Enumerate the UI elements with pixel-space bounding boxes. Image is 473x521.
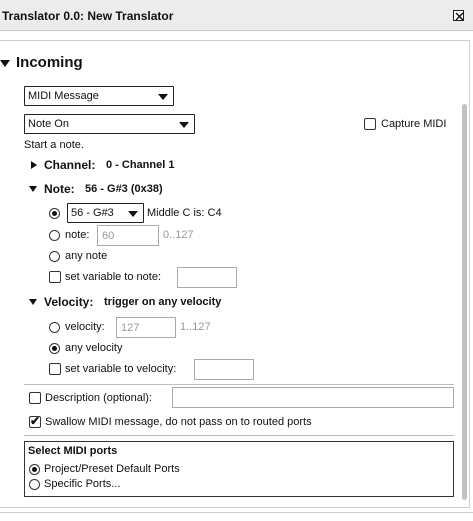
description-field[interactable] — [172, 387, 454, 408]
divider — [24, 384, 454, 385]
divider — [24, 435, 454, 436]
set-variable-note-label: set variable to note: — [65, 271, 162, 283]
note-number-value: 60 — [102, 230, 115, 242]
scrollbar-thumb[interactable] — [462, 104, 467, 500]
velocity-number-radio[interactable] — [49, 322, 60, 333]
swallow-checkbox[interactable] — [29, 416, 41, 428]
collapse-note-icon[interactable] — [29, 186, 37, 192]
title-bar — [0, 0, 473, 31]
default-ports-label: Project/Preset Default Ports — [44, 463, 180, 475]
capture-midi-checkbox[interactable] — [364, 118, 376, 130]
set-variable-note-checkbox[interactable] — [49, 271, 61, 283]
channel-value: 0 - Channel 1 — [106, 159, 175, 171]
chevron-down-icon — [158, 94, 168, 100]
swallow-label: Swallow MIDI message, do not pass on to routed ports — [45, 416, 312, 428]
radio-selected-dot — [52, 211, 57, 216]
close-icon — [455, 12, 464, 21]
chevron-down-icon — [128, 211, 138, 217]
default-ports-radio[interactable] — [29, 464, 40, 475]
any-velocity-label: any velocity — [65, 342, 123, 354]
note-number-radio[interactable] — [49, 230, 60, 241]
channel-label: Channel: — [44, 158, 96, 172]
velocity-value: trigger on any velocity — [104, 296, 222, 308]
chevron-down-icon — [179, 122, 189, 128]
midi-ports-heading: Select MIDI ports — [28, 445, 118, 457]
note-select-value: 56 - G#3 — [71, 207, 114, 219]
note-select[interactable] — [67, 203, 144, 223]
close-button[interactable] — [453, 10, 464, 21]
set-variable-velocity-checkbox[interactable] — [49, 363, 61, 375]
collapse-velocity-icon[interactable] — [29, 299, 37, 305]
vertical-scrollbar[interactable] — [460, 104, 469, 500]
set-variable-velocity-field[interactable] — [194, 359, 254, 380]
set-variable-velocity-label: set variable to velocity: — [65, 363, 177, 375]
event-description: Start a note. — [24, 139, 84, 151]
note-number-label: note: — [65, 229, 90, 241]
checkmark-icon: ✔ — [30, 414, 41, 428]
window-title: Translator 0.0: New Translator — [2, 9, 174, 23]
description-checkbox[interactable] — [29, 392, 41, 404]
any-note-radio[interactable] — [49, 251, 60, 262]
radio-selected-dot — [32, 467, 37, 472]
velocity-number-field[interactable] — [116, 317, 176, 338]
capture-midi-label: Capture MIDI — [381, 118, 447, 130]
incoming-heading: Incoming — [16, 54, 83, 71]
event-type-select[interactable] — [24, 114, 195, 134]
message-type-value: MIDI Message — [28, 90, 99, 102]
next-panel-edge — [0, 512, 473, 521]
note-value: 56 - G#3 (0x38) — [85, 183, 163, 195]
any-velocity-radio[interactable] — [49, 343, 60, 354]
note-range: 0..127 — [163, 229, 194, 241]
velocity-number-label: velocity: — [65, 321, 105, 333]
collapse-incoming-icon[interactable] — [0, 60, 10, 67]
note-number-field[interactable] — [97, 225, 159, 246]
note-select-radio[interactable] — [49, 208, 60, 219]
message-type-select[interactable] — [24, 86, 174, 106]
specific-ports-label: Specific Ports... — [44, 478, 121, 490]
event-type-value: Note On — [28, 118, 69, 130]
velocity-label: Velocity: — [44, 295, 94, 309]
expand-channel-icon[interactable] — [31, 161, 37, 169]
velocity-range: 1..127 — [180, 321, 211, 333]
note-label: Note: — [44, 182, 75, 196]
radio-selected-dot — [52, 346, 57, 351]
description-label: Description (optional): — [45, 392, 152, 404]
middle-c-label: Middle C is: C4 — [147, 207, 222, 219]
set-variable-note-field[interactable] — [177, 267, 237, 288]
any-note-label: any note — [65, 250, 108, 262]
specific-ports-radio[interactable] — [29, 479, 40, 490]
velocity-number-value: 127 — [121, 322, 140, 334]
